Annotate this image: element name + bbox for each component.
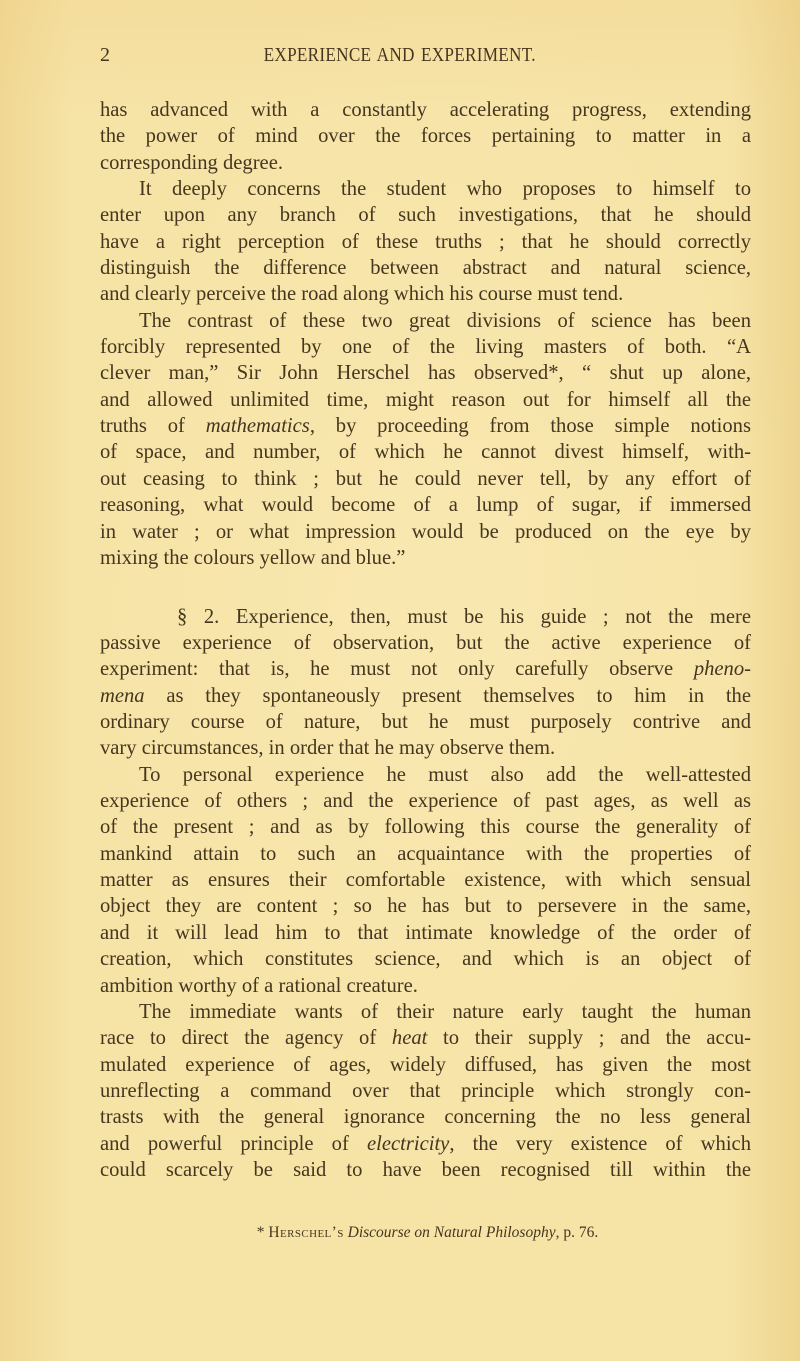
text-line: unreflecting a command over that principle which strongly con-: [100, 1079, 751, 1102]
footnote: [205, 1224, 650, 1242]
text-line: experience of others ; and the experience of past ages, as well as: [100, 790, 751, 813]
running-title: EXPERIENCE AND EXPERIMENT.: [263, 44, 536, 66]
text-line: clever man,” Sir John Herschel has observed*, “ shut up alone,: [100, 362, 751, 385]
footnote-title: Discourse on Natural Philosophy: [347, 1224, 556, 1241]
footnote-author: Herschel’s: [268, 1224, 344, 1241]
italic-term-mathematics: mathematics: [205, 415, 310, 438]
italic-term-phenomena-cont: mena: [100, 684, 145, 707]
body-text: [100, 97, 751, 1183]
text-line: ambition worthy of a rational creature.: [100, 974, 418, 997]
text-line: and clearly perceive the road along which his course must tend.: [100, 283, 624, 306]
section-gap: [100, 571, 751, 604]
text-line: object they are content ; so he has but to persevere in the same,: [100, 895, 751, 918]
text-line: have a right perception of these truths ; that he should correctly: [100, 230, 751, 253]
footnote-marker: *: [256, 1224, 265, 1241]
footnote-page-ref: , p. 76.: [555, 1224, 599, 1241]
text-line: ordinary course of nature, but he must purposely contrive and: [100, 711, 751, 734]
text-line: truths of mathematics, by proceeding from those simple notions: [100, 415, 751, 438]
text-line: forcibly represented by one of the living masters of both. “A: [100, 336, 751, 359]
text-line: mena as they spontaneously present themselves to him in the: [100, 684, 751, 707]
text-line: of the present ; and as by following this course the generality of: [100, 816, 751, 839]
text-line: creation, which constitutes science, and which is an object of: [100, 948, 751, 971]
text-line: mixing the colours yellow and blue.”: [100, 546, 406, 569]
text-line: and powerful principle of electricity, the very existence of which: [100, 1132, 751, 1155]
text-line: out ceasing to think ; but he could never tell, by any effort of: [100, 467, 751, 490]
italic-term-heat: heat: [391, 1027, 428, 1050]
text-line: It deeply concerns the student who proposes to himself to: [139, 178, 751, 201]
text-line: enter upon any branch of such investigations, that he should: [100, 204, 751, 227]
text-line: mulated experience of ages, widely diffused, has given the most: [100, 1053, 751, 1076]
text-line: and it will lead him to that intimate knowledge of the order of: [100, 921, 751, 944]
text-line: has advanced with a constantly accelerating progress, extending: [100, 99, 751, 121]
text-line: reasoning, what would become of a lump of sugar, if immersed: [100, 494, 751, 517]
text-line: trasts with the general ignorance concerning the no less general: [100, 1106, 751, 1129]
text-line: the power of mind over the forces pertaining to matter in a: [100, 125, 751, 148]
text-line: matter as ensures their comfortable existence, with which sensual: [100, 869, 751, 892]
text-line: To personal experience he must also add the well-attested: [139, 763, 751, 786]
italic-term-electricity: electricity: [366, 1132, 450, 1155]
text-line: could scarcely be said to have been recognised till within the: [100, 1158, 751, 1181]
text-line: distinguish the difference between abstract and natural science,: [100, 257, 751, 280]
section-heading-line: § 2. Experience, then, must be his guide ; not the mere: [177, 605, 751, 628]
text-line: passive experience of observation, but the active experience of: [100, 632, 751, 655]
italic-term-phenomena: pheno-: [693, 658, 751, 681]
text-line: The contrast of these two great divisions of science has been: [139, 309, 751, 332]
text-line: mankind attain to such an acquaintance with the properties of: [100, 842, 751, 865]
text-line: in water ; or what impression would be produced on the eye by: [100, 520, 751, 543]
page-number: 2: [100, 44, 111, 66]
text-line: race to direct the agency of heat to their supply ; and the accu-: [100, 1027, 751, 1050]
text-line: corresponding degree.: [100, 151, 283, 174]
text-line: and allowed unlimited time, might reason out for himself all the: [100, 388, 751, 411]
text-line: of space, and number, of which he cannot divest himself, with-: [100, 441, 751, 464]
running-head: [100, 44, 751, 72]
text-line: experiment: that is, he must not only carefully observe pheno-: [100, 658, 751, 681]
text-line: The immediate wants of their nature early taught the human: [139, 1000, 751, 1023]
text-line: vary circumstances, in order that he may observe them.: [100, 737, 556, 760]
